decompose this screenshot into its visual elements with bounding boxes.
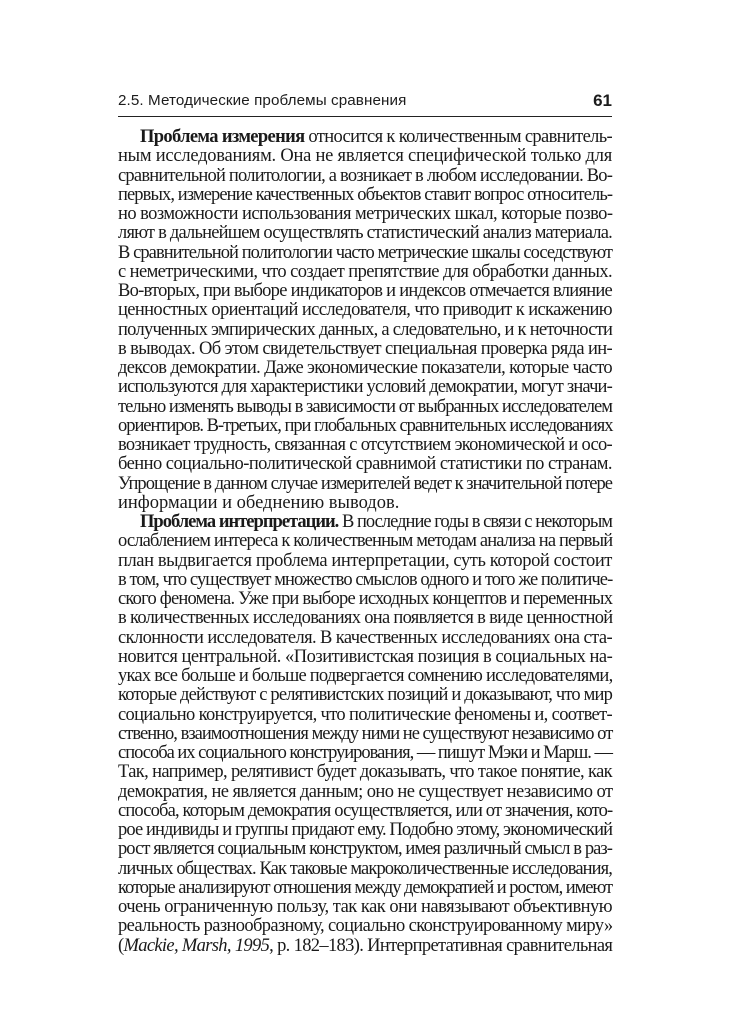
text-line: способа их социального конструирования, — пишут Мэки и Марш. — [118, 743, 612, 763]
header-rule [118, 116, 612, 117]
text-line: реальность разнообразному, социально сконструированному миру» [118, 916, 613, 937]
text-line: в том, что существует множество смыслов одного и того же политиче- [118, 569, 613, 590]
text-line: сравнительной политологии, а возникает в любом исследовании. Во- [118, 165, 613, 186]
citation-authors: Mackie, Marsh, 1995 [123, 935, 270, 956]
text-line: личных обществах. Как таковые макроколичественные исследования, [118, 858, 612, 879]
body-text [118, 128, 612, 956]
text-line: в количественных исследованиях она появляется в виде ценностной [118, 608, 613, 629]
text-line: ляют в дальнейшем осуществлять статистический анализ материала. [118, 223, 612, 244]
text-line: дексов демократии. Даже экономические показатели, которые часто [118, 358, 612, 378]
term-measurement: Проблема измерения [140, 127, 305, 147]
text-line: используются для характеристики условий демократии, могут значи- [118, 377, 612, 398]
text-line: но возможности использования метрических шкал, которые позво- [118, 204, 613, 224]
text-line: которые действуют с релятивистских позиций и доказывают, что мир [118, 685, 612, 706]
text-line: рост является социальным конструктом, имея различный смысл в раз- [118, 839, 612, 860]
text-line: в выводах. Об этом свидетельствует специальная проверка ряда ин- [118, 338, 612, 359]
text-line: очень ограниченную пользу, так как они навязывают объективную [118, 897, 613, 917]
section-title: 2.5. Методические проблемы сравнения [118, 92, 407, 109]
text-line: рое индивиды и группы придают ему. Подобно этому, экономический [118, 820, 613, 840]
text-line: план выдвигается проблема интерпретации, суть которой состоит [118, 550, 612, 571]
text-line: полученных эмпирических данных, а следовательно, и к неточности [118, 319, 613, 340]
page-number: 61 [593, 91, 612, 110]
text-line: новится центральной. «Позитивистская позиция в социальных на- [118, 646, 613, 667]
text-line: бенно социально-политической сравнимой статистики по странам. [118, 454, 612, 475]
text-line: с неметрическими, что создает препятствие для обработки данных. [118, 261, 612, 282]
running-header [118, 92, 612, 118]
text-line: информации и обеднению выводов. [118, 492, 400, 513]
text-line: склонности исследователя. В качественных исследованиях она ста- [118, 627, 613, 648]
text-line: ственно, взаимоотношения между ними не существуют независимо от [118, 723, 613, 744]
term-interpretation: Проблема интерпретации. [140, 512, 339, 532]
text-line: возникает трудность, связанная с отсутствием экономической и осо- [118, 435, 612, 455]
text-line: ослаблением интереса к количественным методам анализа на первый [118, 531, 613, 552]
text-line: тельно изменять выводы в зависимости от выбранных исследователем [118, 396, 612, 417]
text-line: уках все больше и больше подвергается сомнению исследователями, [118, 666, 613, 686]
text-line: Во-вторых, при выборе индикаторов и индексов отмечается влияние [118, 281, 612, 301]
text-line: социально конструируется, что политические феномены и, соответ- [118, 704, 613, 725]
text-line: ценностных ориентаций исследователя, что приводит к искажению [118, 300, 612, 321]
text-line: (Mackie, Marsh, 1995, p. 182–183). Интерпретативная сравнительная [118, 935, 613, 956]
text-line: ориентиров. В-третьих, при глобальных сравнительных исследованиях [118, 415, 613, 436]
text-line: ского феномена. Уже при выборе исходных концептов и переменных [118, 589, 613, 609]
text-line: демократия, не является данным; оно не существует независимо от [118, 781, 613, 802]
text-line: первых, измерение качественных объектов ставит вопрос относитель- [118, 184, 613, 205]
text-line: ным исследованиям. Она не является специфической только для [118, 146, 612, 167]
text-line: Проблема интерпретации. В последние годы в связи с некоторым [140, 512, 612, 532]
text-line: которые анализируют отношения между демократией и ростом, имеют [118, 877, 612, 898]
text-line: Упрощение в данном случае измерителей ведет к значительной потере [118, 473, 613, 494]
text-line: Проблема измерения относится к количественным сравнитель- [140, 127, 613, 147]
text-line: способа, которым демократия осуществляется, или от значения, кото- [118, 800, 613, 821]
text-line: Так, например, релятивист будет доказывать, что такое понятие, как [118, 762, 612, 783]
text-line: В сравнительной политологии часто метрические шкалы соседствуют [118, 242, 612, 263]
